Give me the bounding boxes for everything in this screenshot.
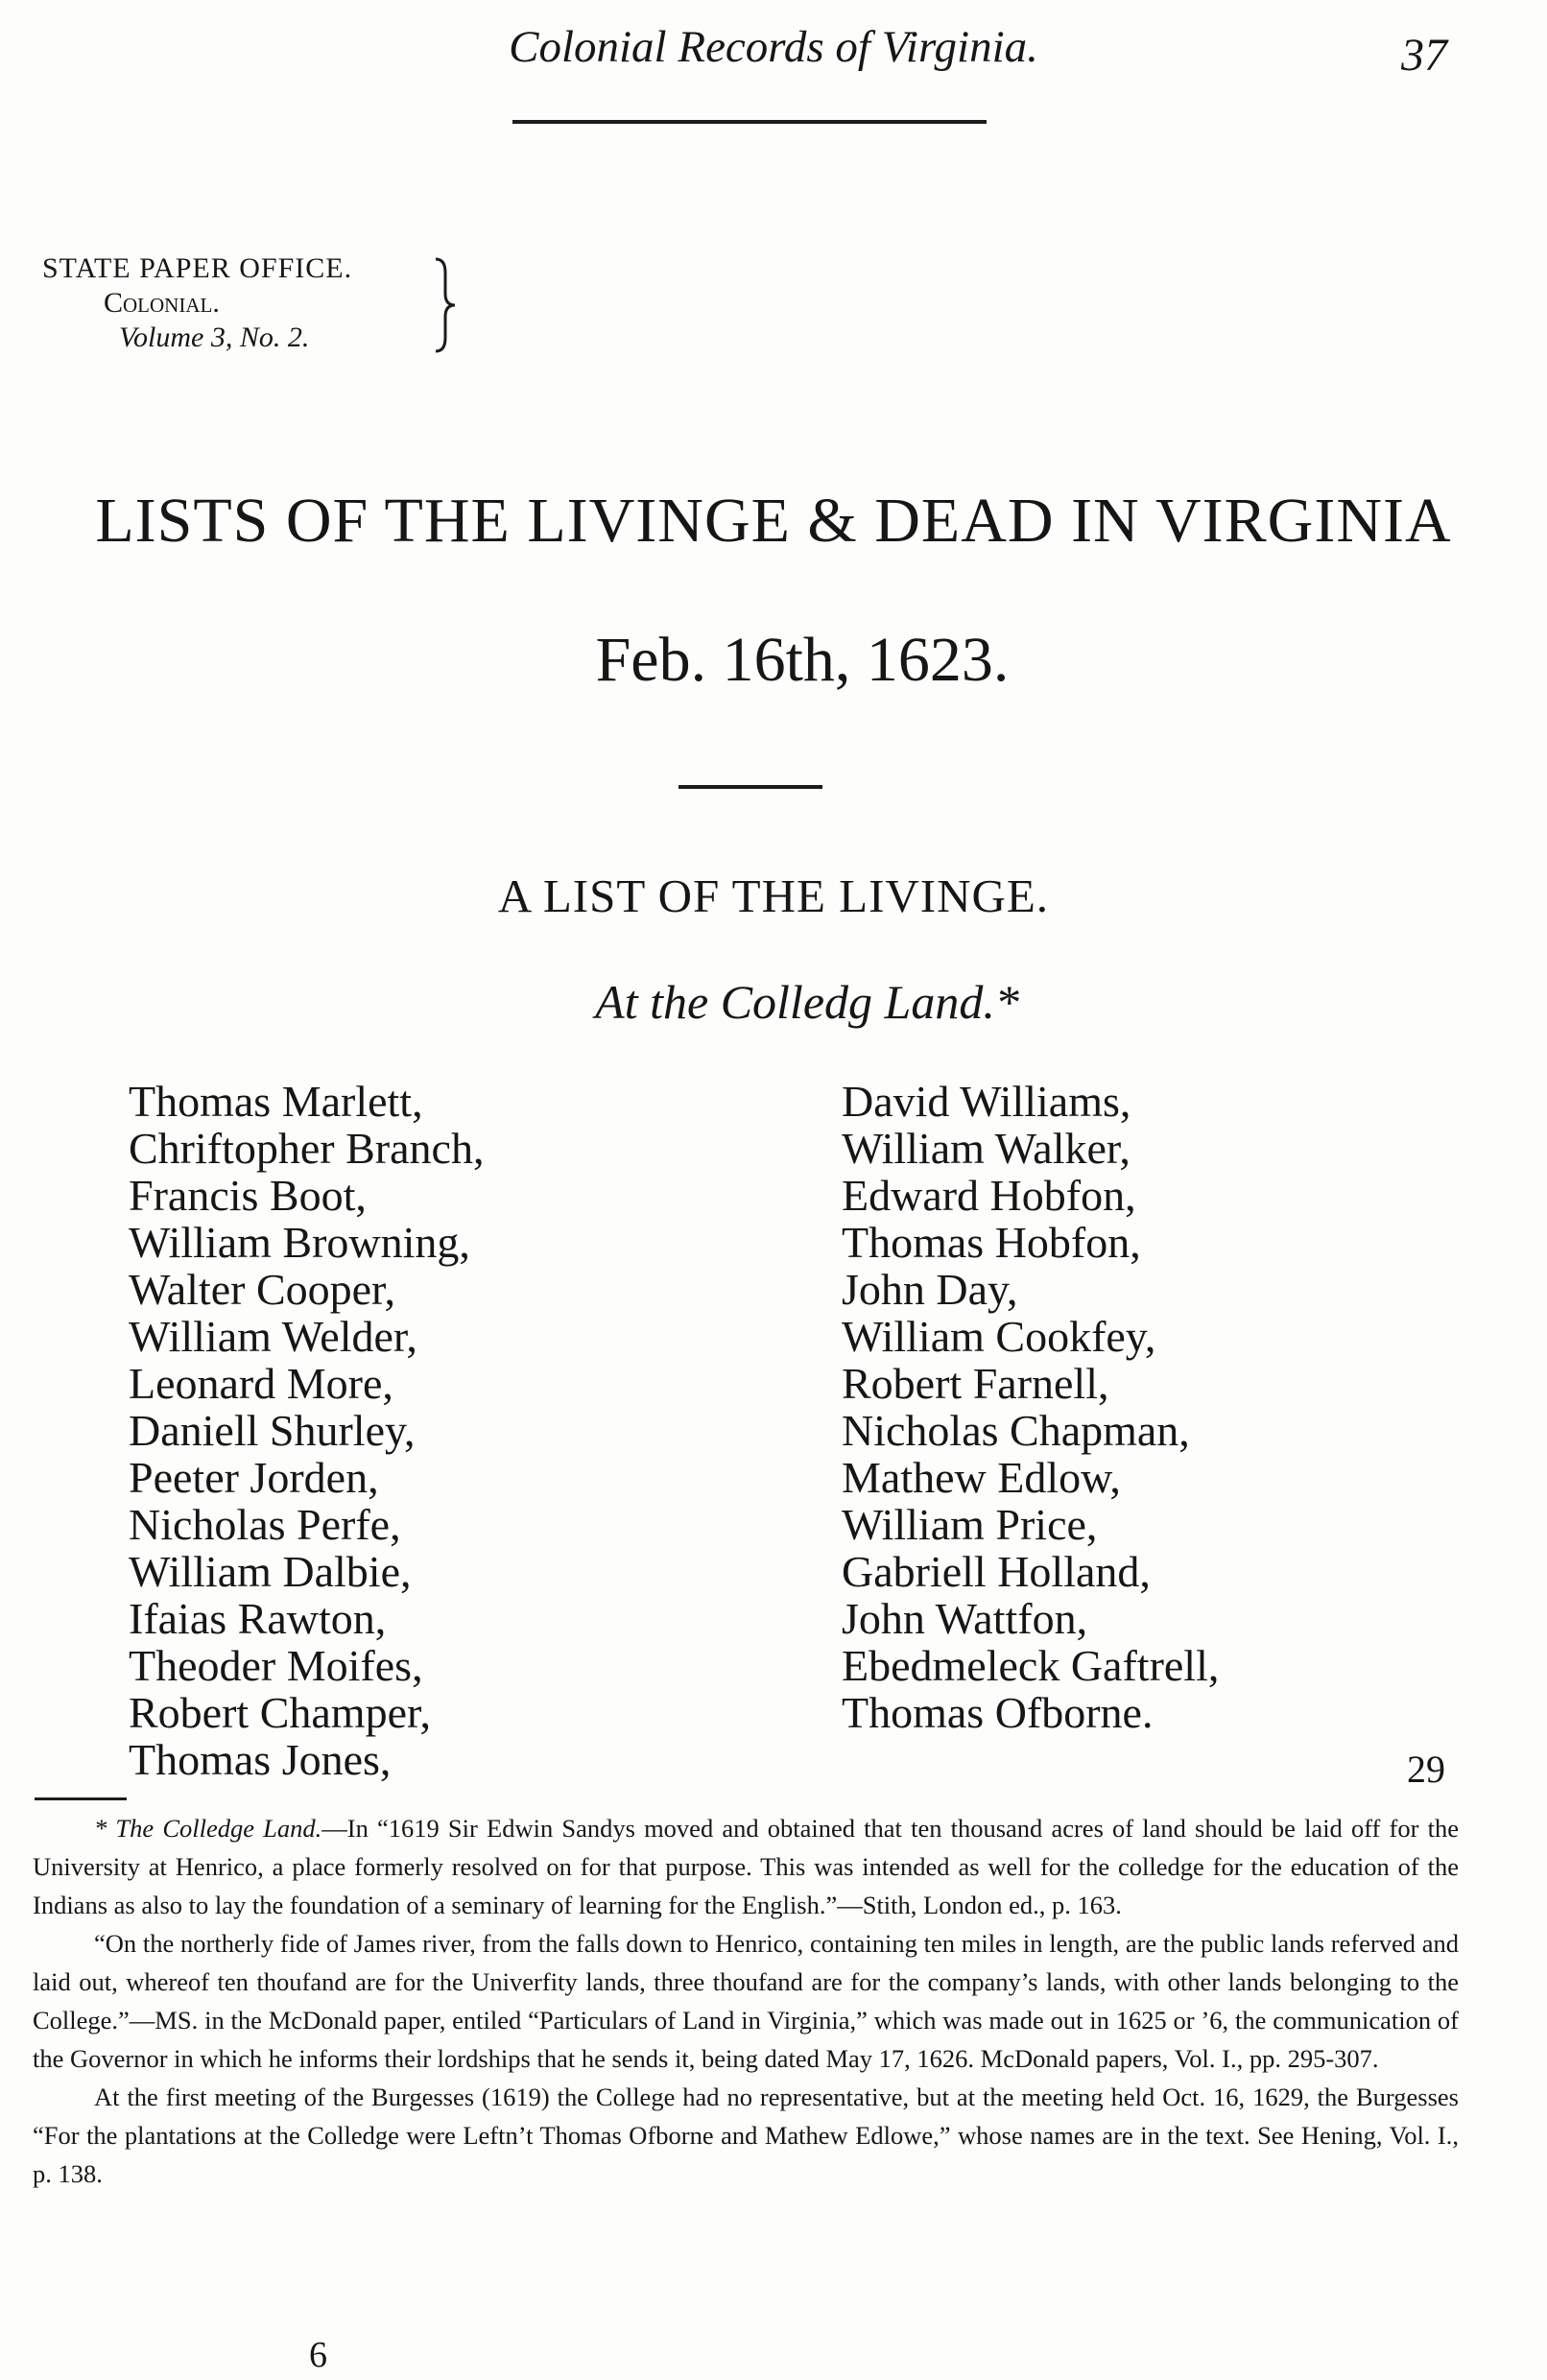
list-item: William Cookfey, [842, 1312, 1156, 1361]
main-title: LISTS OF THE LIVINGE & DEAD IN VIRGINIA [95, 486, 1452, 556]
signature-mark: 6 [309, 2335, 327, 2375]
footnote-2: “On the northerly fide of James river, from the falls down to Henrico, containing ten miles in length, are the public lands referved and laid out, whereof ten thoufand are for the Univerfity lands, three thoufand are for the company’s lands, with other lands belonging to the College.”—MS. in the McDonald paper, entiled “Particulars of Land in Virginia,” which was made out in 1625 or ’6, the communication of the Governor in which he informs their lordships that he sends it, being dated May 17, 1626. McDonald papers, Vol. I., pp. 295-307. [33, 1929, 1459, 2073]
source-reference [42, 251, 352, 355]
list-item: John Wattfon, [842, 1594, 1088, 1643]
source-volume: Volume 3, No. 2. [119, 321, 310, 353]
list-item: Gabriell Holland, [842, 1547, 1151, 1596]
list-item: William Welder, [129, 1312, 417, 1361]
list-item: Chriftopher Branch, [129, 1124, 485, 1173]
list-item: Theoder Moifes, [129, 1641, 423, 1690]
list-item: Ifaias Rawton, [129, 1594, 387, 1643]
footnote-1-text: —In “1619 Sir Edwin Sandys moved and obtained that ten thousand acres of land should be laid off for the University at Henrico, a place formerly resolved on for that purpose. This was intended as well for the colledge for the education of the Indians as also to lay the foundation of a seminary of learning for the English.”—Stith, London ed., p. 163. [33, 1814, 1459, 1919]
list-item: Thomas Ofborne. [842, 1688, 1154, 1737]
list-item: David Williams, [842, 1077, 1131, 1126]
list-item: Walter Cooper, [129, 1265, 396, 1314]
list-item: Ebedmeleck Gaftrell, [842, 1641, 1220, 1690]
list-item: John Day, [842, 1265, 1018, 1314]
list-item: Mathew Edlow, [842, 1453, 1121, 1502]
date-title: Feb. 16th, 1623. [595, 625, 1010, 695]
title-rule [678, 785, 822, 789]
place-title: At the Colledg Land.* [595, 975, 1019, 1029]
source-brace-icon [432, 255, 461, 355]
list-item: William Price, [842, 1500, 1098, 1549]
section-title: A LIST OF THE LIVINGE. [497, 869, 1050, 922]
footnotes [33, 1809, 1459, 2193]
list-item: Peeter Jorden, [129, 1453, 379, 1502]
footnote-rule [35, 1797, 127, 1800]
list-item: Leonard More, [129, 1359, 393, 1408]
header-rule [512, 120, 987, 124]
list-item: Robert Champer, [129, 1688, 431, 1737]
page-number: 37 [1401, 30, 1447, 81]
list-item: Robert Farnell, [842, 1359, 1109, 1408]
list-item: Edward Hobfon, [842, 1171, 1136, 1220]
footnote-1 [33, 1809, 1459, 1924]
names-list-left [129, 1078, 484, 1783]
total-count: 29 [1407, 1748, 1445, 1791]
list-item: Thomas Hobfon, [842, 1218, 1141, 1267]
list-item: Thomas Marlett, [129, 1077, 423, 1126]
list-item: Nicholas Perfe, [129, 1500, 401, 1549]
source-office: STATE PAPER OFFICE. [42, 252, 353, 284]
list-item: Thomas Jones, [129, 1735, 392, 1784]
list-item: William Dalbie, [129, 1547, 412, 1596]
names-list-right [842, 1078, 1219, 1736]
list-item: Nicholas Chapman, [842, 1406, 1190, 1455]
footnote-3: At the first meeting of the Burgesses (1619) the College had no representative, but at the meeting held Oct. 16, 1629, the Burgesses “For the plantations at the Colledge were Leftn’t Thomas Ofborne and Mathew Edlowe,” whose names are in the text. See Hening, Vol. I., p. 138. [33, 2082, 1459, 2188]
source-series: Colonial. [104, 287, 220, 319]
list-item: Daniell Shurley, [129, 1406, 416, 1455]
list-item: Francis Boot, [129, 1171, 367, 1220]
list-item: William Walker, [842, 1124, 1130, 1173]
running-head: Colonial Records of Virginia. [509, 22, 1038, 72]
list-item: William Browning, [129, 1218, 470, 1267]
footnote-marker: * The Colledge Land. [94, 1814, 322, 1843]
